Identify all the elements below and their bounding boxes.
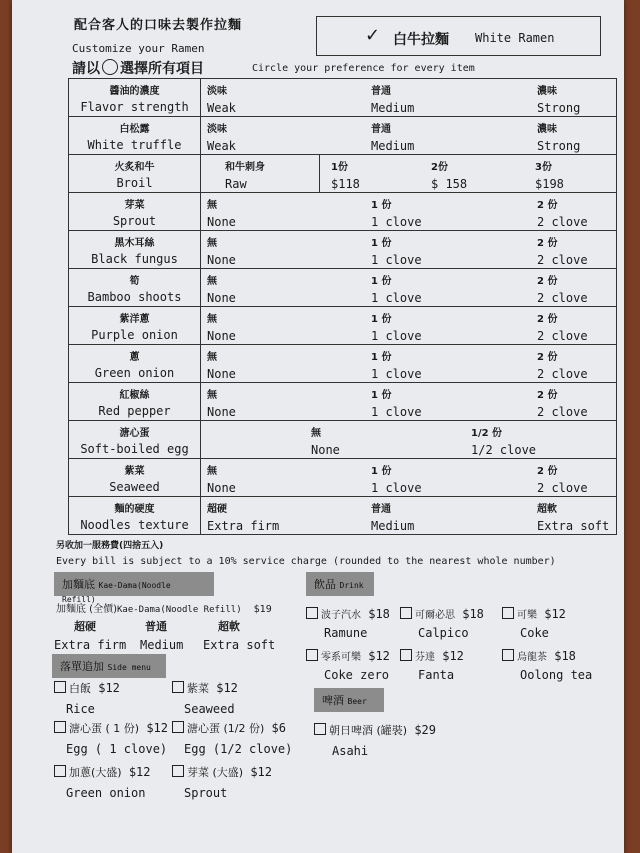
option-zh: 無 xyxy=(207,314,217,325)
side-item[interactable]: 溏心蛋 (1/2 份) $6 xyxy=(172,720,286,736)
row-label-en: Bamboo shoots xyxy=(87,290,182,304)
option-en: Strong xyxy=(537,101,581,115)
option-en: 1 clove xyxy=(371,481,422,495)
option-en: None xyxy=(207,291,236,305)
checkbox-icon[interactable] xyxy=(314,723,326,735)
row-label-cell xyxy=(69,269,201,307)
side-menu-tag: 落單追加 Side menu xyxy=(52,654,166,678)
row-label-zh: 蔥 xyxy=(129,352,140,363)
side-item[interactable]: 紫菜 $12 xyxy=(172,680,238,696)
option-zh: 淡味 xyxy=(207,86,227,97)
row-options-cell xyxy=(201,345,617,383)
row-label-zh: 白松露 xyxy=(119,124,150,135)
option-en: None xyxy=(207,253,236,267)
row-label-zh: 麵的硬度 xyxy=(114,504,155,515)
cell-divider xyxy=(319,155,320,192)
sheet-title: 配合客人的口味去製作拉麵 xyxy=(74,18,243,33)
option-choice[interactable] xyxy=(207,272,236,305)
row-options-cell xyxy=(201,497,617,535)
row-options-cell xyxy=(201,307,617,345)
option-zh: 1 份 xyxy=(371,390,392,401)
option-choice[interactable] xyxy=(207,500,279,533)
checkbox-icon[interactable] xyxy=(54,721,66,733)
row-label-cell xyxy=(69,117,201,155)
row-label-en: Green onion xyxy=(94,366,175,380)
option-choice[interactable] xyxy=(537,310,588,343)
row-label-en: Black fungus xyxy=(91,252,178,266)
option-en: $198 xyxy=(535,177,564,191)
option-zh: 無 xyxy=(207,390,217,401)
drink-tag: 飲品 Drink xyxy=(306,572,374,596)
table-row xyxy=(69,383,617,421)
option-en: 1 clove xyxy=(371,253,422,267)
table-row xyxy=(69,497,617,535)
option-choice[interactable] xyxy=(371,234,422,267)
row-label-cell xyxy=(69,345,201,383)
side-item[interactable]: 加蔥(大盛) $12 xyxy=(54,764,151,780)
kaedama-opt-3-zh[interactable]: 超軟 xyxy=(218,620,240,633)
option-en: None xyxy=(207,215,236,229)
option-zh: 普通 xyxy=(371,86,391,97)
option-zh: 無 xyxy=(207,352,217,363)
option-en: None xyxy=(207,481,236,495)
checkbox-icon[interactable] xyxy=(172,721,184,733)
option-en: 2 clove xyxy=(537,291,588,305)
option-en: 1/2 clove xyxy=(471,443,537,457)
row-label-en: Soft-boiled egg xyxy=(80,442,189,456)
row-options-cell xyxy=(201,269,617,307)
drink-item[interactable]: 烏龍茶 $18 xyxy=(502,648,576,663)
table-row xyxy=(69,345,617,383)
service-note-zh: 另收加一服務費(四捨五入) xyxy=(56,541,164,551)
option-en: 2 clove xyxy=(537,367,588,381)
option-choice[interactable] xyxy=(371,386,422,419)
option-choice[interactable] xyxy=(535,158,564,191)
options-table xyxy=(68,78,617,535)
option-zh: 淡味 xyxy=(207,124,227,135)
option-zh: 2 份 xyxy=(537,276,558,287)
option-en: 1 clove xyxy=(371,405,422,419)
option-en: Medium xyxy=(371,519,415,533)
option-en: Strong xyxy=(537,139,581,153)
drink-item[interactable]: 可樂 $12 xyxy=(502,606,566,621)
drink-item-en: Oolong tea xyxy=(520,668,593,682)
kaedama-tag: 加麵底 Kae-Dama(Noodle Refill) xyxy=(54,572,214,596)
option-choice[interactable] xyxy=(331,158,360,191)
kaedama-opt-2-en[interactable]: Medium xyxy=(140,638,184,652)
instruction-en: Circle your preference for every item xyxy=(252,63,475,74)
option-zh: 1/2 份 xyxy=(471,428,503,439)
drink-item-en: Calpico xyxy=(418,626,469,640)
option-zh: 1份 xyxy=(331,162,348,173)
checkbox-icon[interactable] xyxy=(54,765,66,777)
row-label-zh: 芽菜 xyxy=(124,200,145,211)
option-choice[interactable] xyxy=(207,386,236,419)
row-label-cell xyxy=(69,421,201,459)
option-choice[interactable] xyxy=(537,462,588,495)
option-zh: 無 xyxy=(207,276,217,287)
row-label-zh: 火炙和牛 xyxy=(114,162,155,173)
check-icon: ✓ xyxy=(365,25,381,46)
side-item[interactable]: 白飯 $12 xyxy=(54,680,120,696)
instruction-zh: 請以 選擇所有項目 xyxy=(72,61,204,77)
option-choice[interactable] xyxy=(207,82,236,115)
row-label-en: Sprout xyxy=(112,214,157,228)
option-choice[interactable] xyxy=(371,120,414,153)
option-zh: 濃味 xyxy=(537,86,557,97)
checkbox-icon[interactable] xyxy=(400,649,412,661)
table-row xyxy=(69,193,617,231)
checkbox-icon[interactable] xyxy=(306,649,318,661)
row-options-cell xyxy=(201,193,617,231)
option-zh: 無 xyxy=(207,200,217,211)
side-item-en: Egg (1/2 clove) xyxy=(184,742,293,756)
table-row xyxy=(69,155,617,193)
option-choice[interactable] xyxy=(371,310,422,343)
option-zh: 普通 xyxy=(371,504,391,515)
kaedama-opt-3-en[interactable]: Extra soft xyxy=(203,638,276,652)
option-en: None xyxy=(311,443,340,457)
option-en: Weak xyxy=(207,139,236,153)
kaedama-opt-1-en[interactable]: Extra firm xyxy=(54,638,127,652)
beer-tag: 啤酒 Beer xyxy=(314,688,384,712)
row-label-zh: 紅椒絲 xyxy=(119,390,150,401)
row-label-cell xyxy=(69,307,201,345)
option-choice[interactable] xyxy=(207,196,236,229)
table-row xyxy=(69,269,617,307)
option-zh: 超軟 xyxy=(537,504,557,515)
drink-item-en: Fanta xyxy=(418,668,455,682)
option-choice[interactable] xyxy=(207,310,236,343)
option-choice[interactable] xyxy=(537,272,588,305)
option-en: 1 clove xyxy=(371,367,422,381)
option-choice[interactable] xyxy=(537,348,588,381)
option-choice[interactable] xyxy=(207,120,236,153)
option-zh: 超硬 xyxy=(207,504,227,515)
option-choice[interactable] xyxy=(371,82,414,115)
option-en: Raw xyxy=(225,177,247,191)
option-choice[interactable] xyxy=(207,348,236,381)
checkbox-icon[interactable] xyxy=(502,607,514,619)
drink-item[interactable]: 波子汽水 $18 xyxy=(306,606,390,621)
row-label-cell xyxy=(69,459,201,497)
option-choice[interactable] xyxy=(371,462,422,495)
table-row xyxy=(69,421,617,459)
drink-item[interactable]: 芬達 $12 xyxy=(400,648,464,663)
option-zh: 2 份 xyxy=(537,200,558,211)
row-label-zh: 紫菜 xyxy=(124,466,145,477)
side-item-en: Rice xyxy=(66,702,95,716)
side-item-en: Seaweed xyxy=(184,702,235,716)
option-zh: 1 份 xyxy=(371,314,392,325)
row-options-cell xyxy=(201,79,617,117)
option-en: 1 clove xyxy=(371,329,422,343)
drink-item[interactable]: 可爾必思 $18 xyxy=(400,606,484,621)
option-zh: 1 份 xyxy=(371,238,392,249)
option-en: 2 clove xyxy=(537,329,588,343)
option-choice[interactable] xyxy=(207,234,236,267)
option-zh: 2 份 xyxy=(537,314,558,325)
table-row xyxy=(69,231,617,269)
option-choice[interactable] xyxy=(311,424,340,457)
ramen-name-zh: 白牛拉麵 xyxy=(393,32,449,48)
option-choice[interactable] xyxy=(537,120,580,153)
option-en: Weak xyxy=(207,101,236,115)
table-row xyxy=(69,307,617,345)
row-label-zh: 紫洋蔥 xyxy=(119,314,150,325)
row-label-cell xyxy=(69,383,201,421)
option-zh: 2 份 xyxy=(537,352,558,363)
kaedama-opt-2-zh[interactable]: 普通 xyxy=(145,620,167,633)
row-options-cell xyxy=(201,117,617,155)
row-label-zh: 溏心蛋 xyxy=(119,428,150,439)
option-en: Extra firm xyxy=(207,519,280,533)
kaedama-line: 加麵底 (全價)Kae-Dama(Noodle Refill) $19 xyxy=(56,604,272,615)
ramen-name-en: White Ramen xyxy=(475,31,555,45)
option-en: 2 clove xyxy=(537,405,588,419)
row-options-cell xyxy=(201,383,617,421)
row-label-cell xyxy=(69,193,201,231)
option-choice[interactable] xyxy=(371,348,422,381)
option-zh: 和牛刺身 xyxy=(225,162,265,173)
customize-label: Customize your Ramen xyxy=(72,42,205,55)
side-item-en: Egg ( 1 clove) xyxy=(66,742,168,756)
checkbox-icon[interactable] xyxy=(172,765,184,777)
side-item[interactable]: 溏心蛋 ( 1 份) $12 xyxy=(54,720,168,736)
option-en: Medium xyxy=(371,101,415,115)
row-label-cell xyxy=(69,155,201,193)
option-en: 2 clove xyxy=(537,215,588,229)
service-note-en: Every bill is subject to a 10% service charge (rounded to the nearest whole number) xyxy=(56,556,556,567)
option-choice[interactable] xyxy=(371,196,422,229)
option-en: $118 xyxy=(331,177,360,191)
option-zh: 1 份 xyxy=(371,352,392,363)
beer-item[interactable]: 朝日啤酒 (罐裝) $29 xyxy=(314,722,436,738)
option-choice[interactable] xyxy=(471,424,536,457)
option-zh: 2份 xyxy=(431,162,448,173)
option-en: 1 clove xyxy=(371,291,422,305)
option-zh: 1 份 xyxy=(371,200,392,211)
option-en: Extra soft xyxy=(537,519,610,533)
drink-item-en: Coke zero xyxy=(324,668,390,682)
drink-item[interactable]: 零系可樂 $12 xyxy=(306,648,390,663)
row-label-en: Broil xyxy=(116,176,153,190)
option-zh: 2 份 xyxy=(537,390,558,401)
checkbox-icon[interactable] xyxy=(54,681,66,693)
option-choice[interactable] xyxy=(431,158,467,191)
row-label-cell xyxy=(69,79,201,117)
row-options-cell xyxy=(201,459,617,497)
option-en: Medium xyxy=(371,139,415,153)
table-row xyxy=(69,459,617,497)
row-label-en: Seaweed xyxy=(109,480,160,494)
row-label-en: White truffle xyxy=(87,138,182,152)
option-zh: 2 份 xyxy=(537,466,558,477)
side-item-en: Green onion xyxy=(66,786,146,800)
option-zh: 濃味 xyxy=(537,124,557,135)
row-label-zh: 筍 xyxy=(129,276,140,287)
option-choice[interactable] xyxy=(537,196,588,229)
option-zh: 無 xyxy=(207,238,217,249)
option-zh: 1 份 xyxy=(371,276,392,287)
checkbox-icon[interactable] xyxy=(172,681,184,693)
menu-sheet xyxy=(12,0,624,853)
side-item[interactable]: 芽菜 (大盛) $12 xyxy=(172,764,272,780)
option-choice[interactable] xyxy=(371,272,422,305)
beer-item-en: Asahi xyxy=(332,744,369,758)
row-label-en: Purple onion xyxy=(91,328,178,342)
option-zh: 普通 xyxy=(371,124,391,135)
selected-ramen-box xyxy=(316,16,601,56)
drink-item-en: Ramune xyxy=(324,626,368,640)
option-choice[interactable] xyxy=(537,386,588,419)
option-zh: 無 xyxy=(207,466,217,477)
checkbox-icon[interactable] xyxy=(502,649,514,661)
row-label-zh: 醬油的濃度 xyxy=(109,86,160,97)
option-en: $ 158 xyxy=(431,177,468,191)
option-en: 2 clove xyxy=(537,253,588,267)
option-zh: 1 份 xyxy=(371,466,392,477)
option-en: None xyxy=(207,329,236,343)
checkbox-icon[interactable] xyxy=(400,607,412,619)
checkbox-icon[interactable] xyxy=(306,607,318,619)
side-item-en: Sprout xyxy=(184,786,228,800)
table-row xyxy=(69,117,617,155)
table-row xyxy=(69,79,617,117)
option-choice[interactable] xyxy=(537,500,609,533)
row-label-cell xyxy=(69,231,201,269)
row-options-cell xyxy=(201,421,617,459)
option-choice[interactable] xyxy=(225,158,265,191)
row-label-zh: 黑木耳絲 xyxy=(114,238,155,249)
option-zh: 2 份 xyxy=(537,238,558,249)
option-en: None xyxy=(207,405,236,419)
drink-item-en: Coke xyxy=(520,626,549,640)
option-en: 1 clove xyxy=(371,215,422,229)
option-zh: 3份 xyxy=(535,162,552,173)
row-label-en: Flavor strength xyxy=(80,100,189,114)
row-label-cell xyxy=(69,497,201,535)
row-options-cell xyxy=(201,231,617,269)
option-choice[interactable] xyxy=(537,82,580,115)
circle-icon xyxy=(102,59,118,75)
option-zh: 無 xyxy=(311,428,321,439)
option-en: None xyxy=(207,367,236,381)
option-choice[interactable] xyxy=(537,234,588,267)
option-choice[interactable] xyxy=(371,500,414,533)
row-label-en: Red pepper xyxy=(98,404,171,418)
option-choice[interactable] xyxy=(207,462,236,495)
kaedama-opt-1-zh[interactable]: 超硬 xyxy=(74,620,96,633)
row-options-cell xyxy=(201,155,617,193)
option-en: 2 clove xyxy=(537,481,588,495)
row-label-en: Noodles texture xyxy=(80,518,189,532)
